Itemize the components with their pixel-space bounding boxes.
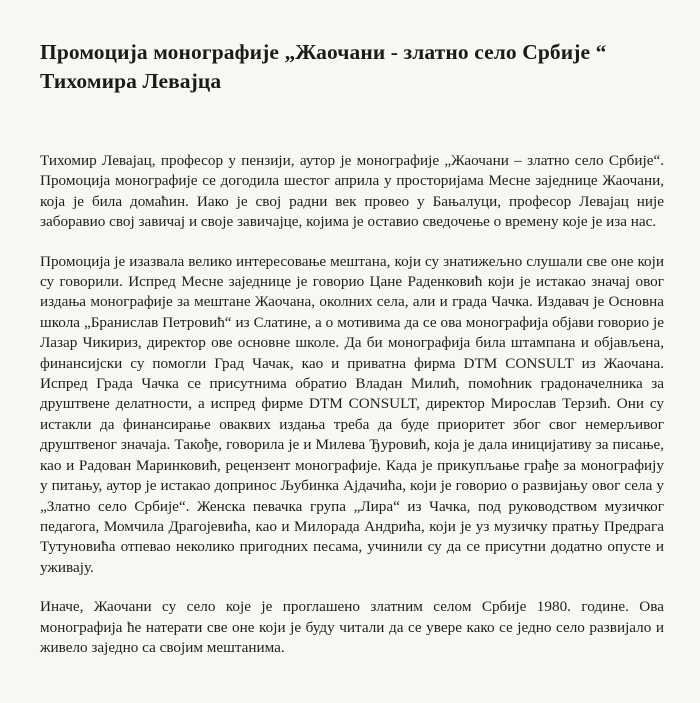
title-line-1: Промоција монографије „Жаочани - златно село Србије “ bbox=[40, 40, 607, 64]
article-body bbox=[40, 151, 664, 658]
title-line-2: Тихомира Леваjца bbox=[40, 69, 222, 93]
document-title bbox=[40, 38, 664, 96]
paragraph-1: Тихомир Леваjац, професор у пензији, аутор је монографије „Жаочани – златно село Србије“. Промоција монографије се догодила шестог априла у просторијама Месне заједнице Жаочани, која је била домаћин. Иако је свој радни век провео у Бањалуци, професор Леваjац није заборавио свој завичај и своје завичајце, којима је оставио сведочење о времену које је иза нас. bbox=[40, 152, 664, 231]
paragraph-3: Иначе, Жаочани су село које је проглашено златним селом Србије 1980. године. Ова монографија ће натерати све оне који је буду читали да се увере како се једно село развијало и живело заједно са својим мештанима. bbox=[40, 598, 664, 656]
paragraph-2: Промоција је изазвала велико интересовање мештана, који су знатижељно слушали све оне који су говорили. Испред Месне заједнице је говорио Цане Раденковић који је истакао значај овог издања монографије за мештане Жаочана, околних села, али и града Чачка. Издавач је Основна школа „Бранислав Петровић“ из Слатине, а о мотивима да се ова монографија објави говорио је Лазар Чикириз, директор ове основне школе. Да би монографија била штампана и објављена, финансијски су помогли Град Чачак, као и приватна фирма DTM CONSULT из Жаочана. Испред Града Чачка се присутнима обратио Владан Милић, помоћник градоначелника за друштвене делатности, а испред фирме DTM CONSULT, директор Мирослав Терзић. Они су истакли да финансирање оваквих издања треба да буде приоритет због свог немерљивог друштвеног значаја. Такође, говорила је и Милева Ђуровић, која је дала иницијативу за писање, као и Радован Маринковић, рецензент монографије. Када је прикупљање грађе за монографију у питању, аутор је истакао допринос Љубинка Ајдачића, који је говорио о развијању овог села у „Златно село Србије“. Женска певачка група „Лира“ из Чачка, под руководством музичког педагога, Момчила Драгојевића, као и Милорада Андрића, који је уз музичку пратњу Предрага Тутуновића отпевао неколико пригодних песама, учинили су да се присутни додатно опусте и уживају. bbox=[40, 252, 664, 576]
